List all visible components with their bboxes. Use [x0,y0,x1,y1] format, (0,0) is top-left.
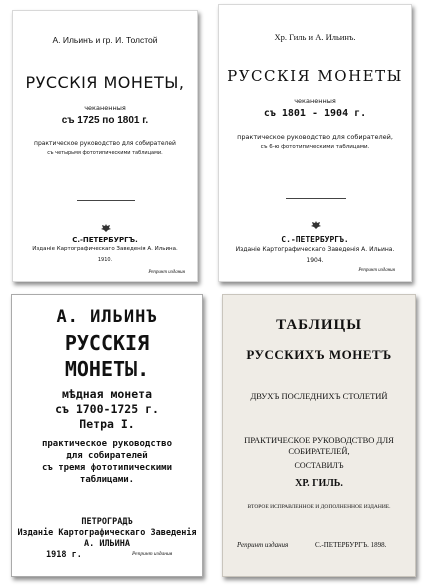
edition-note: ВТОРОЕ ИСПРАВЛЕННОЕ И ДОПОЛНЕННОЕ ИЗДАНИЕ. [247,504,391,510]
year: 1910. [97,257,113,263]
book-cover-4 [222,294,416,577]
title-line-1: РУССКІЯ [64,331,150,355]
subtitle: ДВУХЪ ПОСЛЕДНИХЪ СТОЛЕТИЙ [250,391,388,401]
publisher-line-2: А. ИЛЬИНА [83,539,131,549]
author: ХР. ГИЛЬ. [295,478,343,489]
publisher-line-1: Изданіе Картографическаго Заведенія [17,528,197,538]
reprint-note: Репринт издания [237,541,289,549]
author: А. ИЛЬИНЪ [56,307,158,327]
description-2: съ 6-ю фототипическими таблицами. [260,144,370,150]
city: ПЕТРОГРАДЪ [81,517,133,527]
publisher: Изданіе Картографическаго Заведенія А. Ильина. [235,246,395,253]
reprint-note: Репринт издания [132,551,173,557]
title-line-1: ТАБЛИЦЫ [276,317,362,333]
description-line-4: таблицами. [79,475,135,485]
divider [286,198,346,199]
title-line-2: РУССКИХЪ МОНЕТЪ [246,347,392,362]
author: А. Ильинъ и гр. И. Толстой [52,35,158,45]
year: 1904. [306,257,324,264]
description-line-1: практическое руководство [41,439,173,449]
city-year: С.-ПЕТЕРБУРГЪ. 1898. [315,541,387,549]
subtitle-line-1: мѣдная монета [61,387,152,401]
book-cover-3 [11,294,203,577]
eagle-seal-icon [101,224,111,232]
title-line-2: МОНЕТЫ. [64,357,150,381]
description-line-2: СОБИРАТЕЛЕЙ, [288,446,350,456]
book-cover-2 [218,4,412,282]
subtitle: чеканенныя [84,104,126,112]
publisher: Изданіе Картографическаго Заведенія А. Ильина. [32,246,178,252]
divider [77,200,135,201]
years: съ 1801 - 1904 г. [263,108,367,119]
book-cover-1 [12,10,198,282]
subtitle-line-2: съ 1700-1725 г. [55,402,159,416]
city: С.-ПЕТЕРБУРГЪ. [281,235,349,244]
description-line-2: для собирателей [66,451,148,461]
city: С.-ПЕТЕРБУРГЪ. [72,236,138,244]
description: практическое руководство для собирателей [34,140,176,147]
description-line-3: съ тремя фототипическими [41,463,173,473]
title: РУССКІЯ МОНЕТЫ [227,67,403,85]
description-2: съ четырьмя фототипическими таблицами. [47,150,163,156]
subtitle-line-3: Петра I. [79,417,135,431]
description: практическое руководство для собирателей, [237,133,393,141]
author: Хр. Гиль и А. Ильинъ. [274,32,356,42]
title: РУССКІЯ МОНЕТЫ, [25,73,185,92]
description-line-1: ПРАКТИЧЕСКОЕ РУКОВОДСТВО ДЛЯ [244,435,394,445]
years: съ 1725 по 1801 г. [61,115,149,126]
eagle-seal-icon [311,221,321,229]
compiled-by: СОСТАВИЛЪ [294,461,344,470]
year: 1918 г. [46,550,82,560]
reprint-note: Репринт издания [148,270,185,275]
reprint-note: Репринт издания [358,268,395,273]
subtitle: чеканенныя [294,97,336,105]
